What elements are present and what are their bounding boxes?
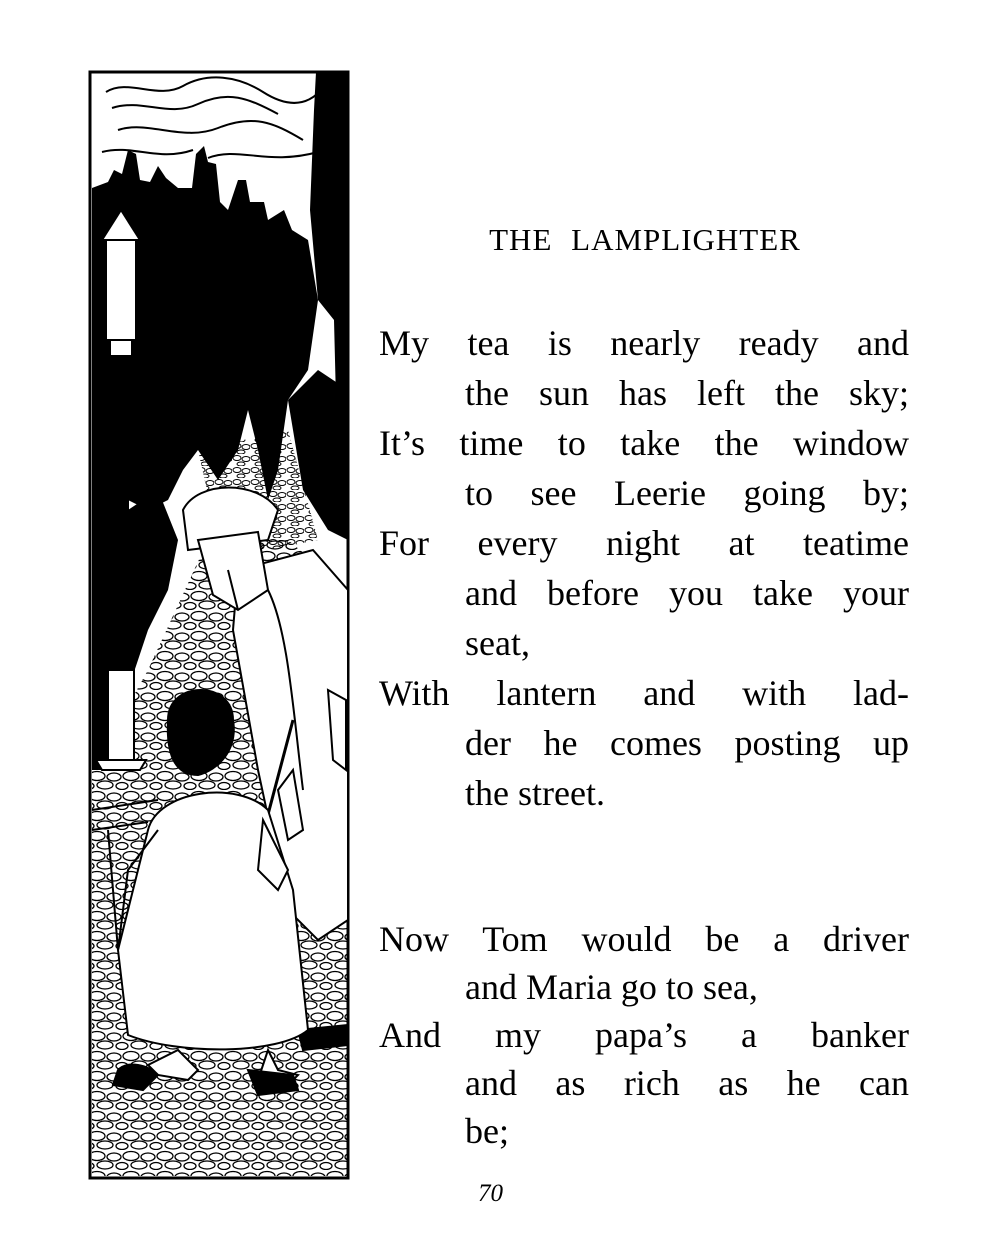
verse-line: and before you take your	[465, 573, 909, 613]
verse-line: to see Leerie going by;	[465, 473, 909, 513]
verse-line: And my papa’s a banker	[379, 1015, 909, 1055]
stanza-1	[379, 318, 909, 818]
lamplighter-illustration	[88, 70, 350, 1180]
verse-line: the sun has left the sky;	[465, 373, 909, 413]
verse-line: With lantern and with lad-	[379, 673, 909, 713]
verse-line: and as rich as he can	[465, 1063, 909, 1103]
poem-title: THE LAMPLIGHTER	[489, 222, 801, 257]
verse-line: For every night at teatime	[379, 523, 909, 563]
verse-line: the street.	[465, 773, 605, 813]
verse-line: My tea is nearly ready and	[379, 323, 909, 363]
verse-line: and Maria go to sea,	[465, 967, 758, 1007]
verse-line: be;	[465, 1111, 509, 1151]
verse-line: It’s time to take the window	[379, 423, 909, 463]
verse-line: Now Tom would be a driver	[379, 919, 909, 959]
verse-line: seat,	[465, 623, 530, 663]
stanza-2	[379, 915, 909, 1155]
verse-line: der he comes posting up	[465, 723, 909, 763]
page-number: 70	[478, 1180, 503, 1207]
